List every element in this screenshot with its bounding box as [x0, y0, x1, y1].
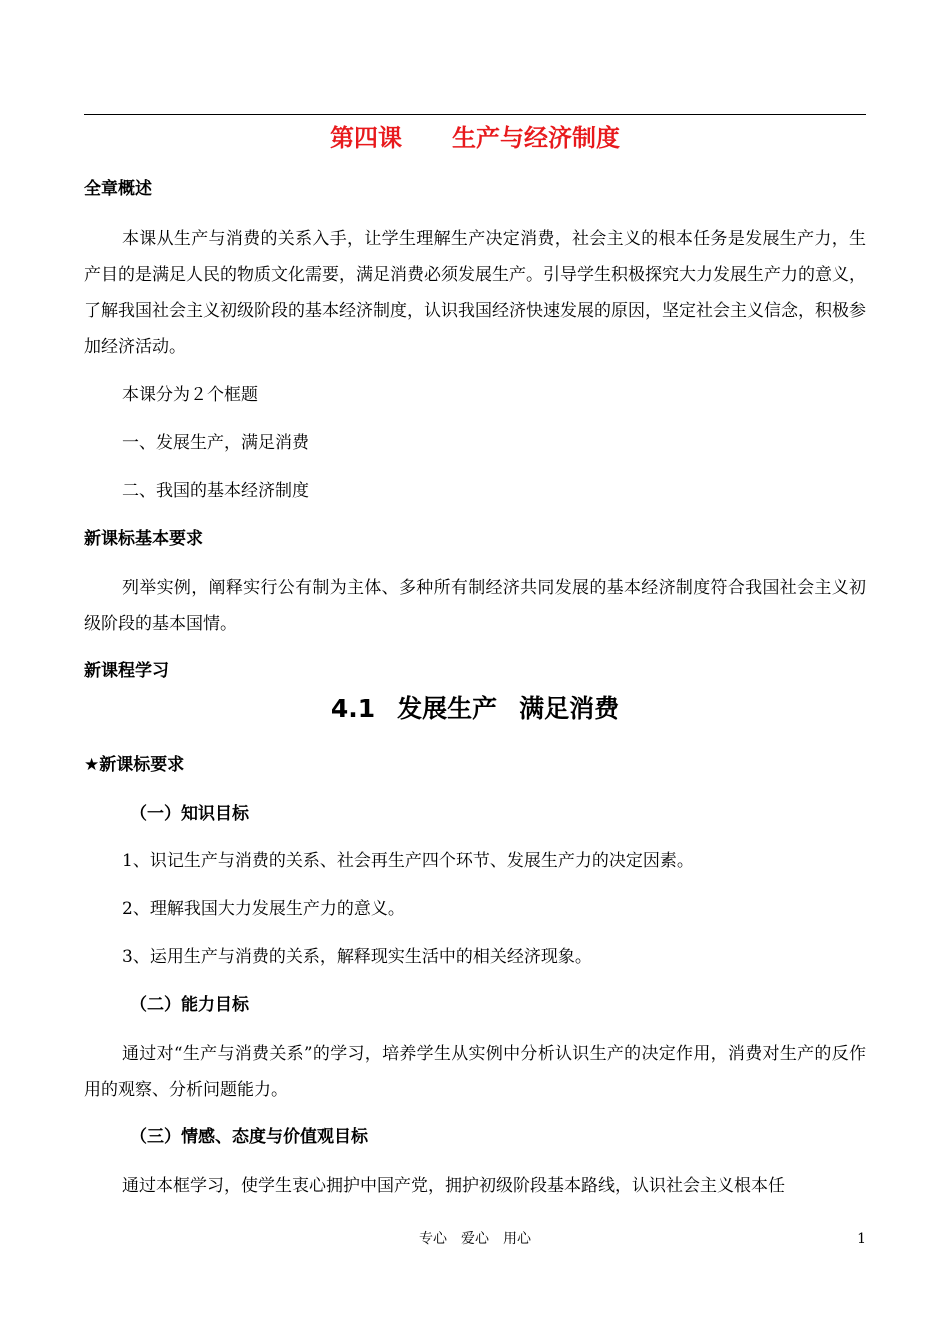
knowledge-item-1: 1、识记生产与消费的关系、社会再生产四个环节、发展生产力的决定因素。 [122, 851, 694, 871]
learning-heading: 新课程学习 [84, 661, 169, 681]
requirements-heading: ★新课标要求 [84, 755, 185, 775]
section-title [0, 692, 950, 726]
lesson-number: 第四课 [330, 124, 402, 152]
knowledge-item-3: 3、运用生产与消费的关系，解释现实生活中的相关经济现象。 [122, 947, 592, 967]
page-number: 1 [857, 1231, 866, 1247]
standard-heading: 新课标基本要求 [84, 529, 203, 549]
overview-item-2: 二、我国的基本经济制度 [122, 481, 309, 501]
section-title-part2: 满足消费 [519, 694, 620, 723]
header-rule [84, 114, 866, 115]
knowledge-item-2: 2、理解我国大力发展生产力的意义。 [122, 899, 405, 919]
ability-heading: （二）能力目标 [130, 995, 249, 1015]
lesson-name: 生产与经济制度 [452, 124, 620, 152]
overview-heading: 全章概述 [84, 179, 152, 199]
overview-split: 本课分为２个框题 [122, 385, 258, 405]
overview-item-1: 一、发展生产，满足消费 [122, 433, 309, 453]
section-number: 4.1 [330, 694, 376, 723]
overview-paragraph: 本课从生产与消费的关系入手，让学生理解生产决定消费，社会主义的根本任务是发展生产力，生产目的是满足人民的物质文化需要，满足消费必须发展生产。引导学生积极探究大力发展生产力的意义，了解我国社会主义初级阶段的基本经济制度，认识我国经济快速发展的原因，坚定社会主义信念，积极参加经济活动。 [84, 229, 866, 357]
emotion-paragraph: 通过本框学习，使学生衷心拥护中国产党，拥护初级阶段基本路线，认识社会主义根本任 [122, 1176, 785, 1196]
lesson-title [0, 122, 950, 154]
emotion-heading: （三）情感、态度与价值观目标 [130, 1127, 368, 1147]
footer-text: 专心 爱心 用心 [419, 1231, 531, 1247]
standard-paragraph: 列举实例，阐释实行公有制为主体、多种所有制经济共同发展的基本经济制度符合我国社会主义初级阶段的基本国情。 [84, 578, 866, 634]
ability-paragraph: 通过对“生产与消费关系”的学习，培养学生从实例中分析认识生产的决定作用，消费对生产的反作用的观察、分析问题能力。 [84, 1044, 866, 1100]
knowledge-heading: （一）知识目标 [130, 804, 249, 824]
section-title-part1: 发展生产 [397, 694, 498, 723]
